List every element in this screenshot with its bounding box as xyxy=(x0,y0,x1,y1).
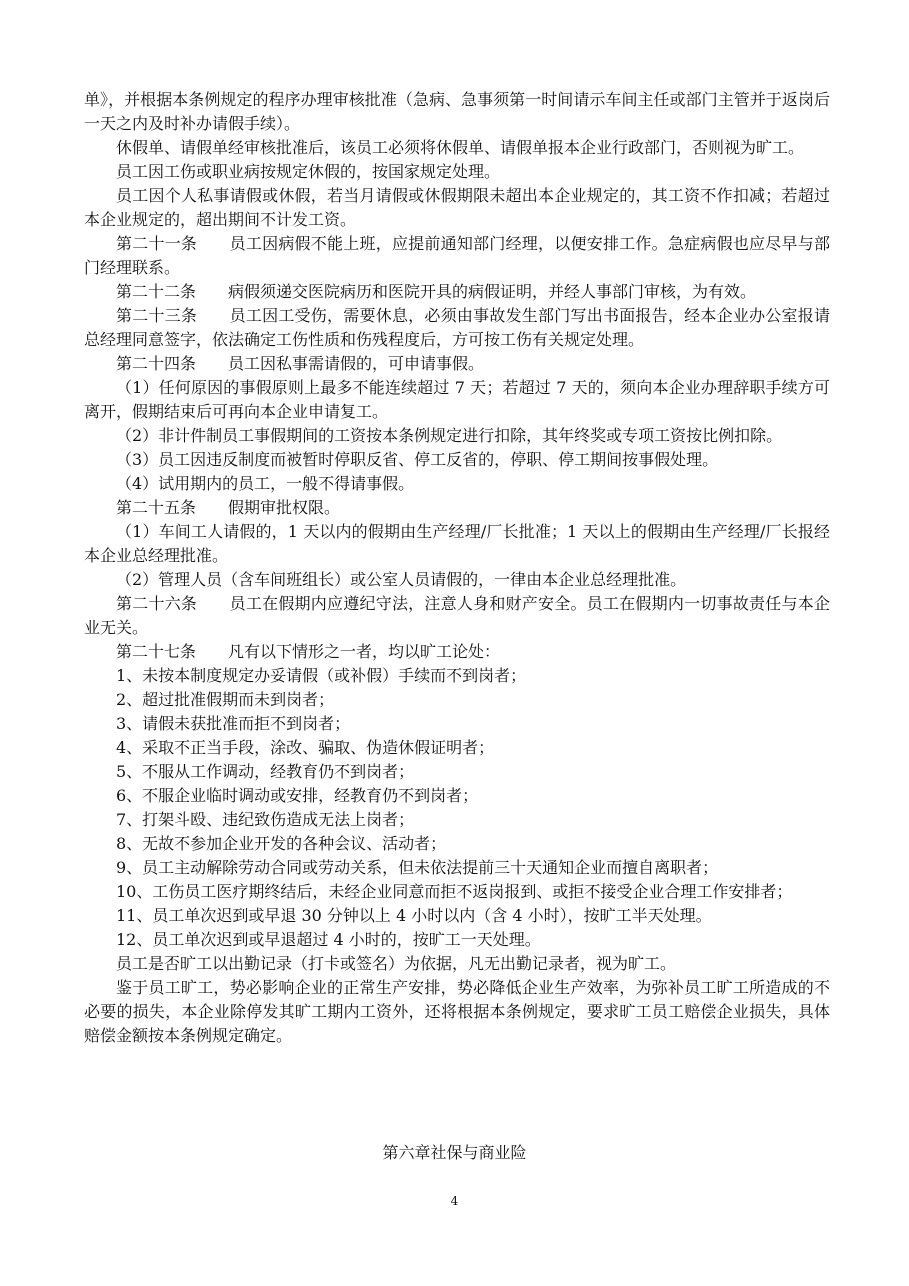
paragraph: 第二十五条 假期审批权限。 xyxy=(116,498,341,517)
paragraph: （3）员工因违反制度而被暂时停职反省、停工反省的，停职、停工期间按事假处理。 xyxy=(116,450,719,469)
paragraph: （1）任何原因的事假原则上最多不能连续超过 7 天；若超过 7 天的，须向本企业办理辞职手续方可离开，假期结束后可再向本企业申请复工。 xyxy=(84,378,830,421)
paragraph: （2）管理人员（含车间班组长）或公室人员请假的，一律由本企业总经理批准。 xyxy=(116,570,687,589)
paragraph: 第二十七条 凡有以下情形之一者，均以旷工论处： xyxy=(116,642,501,661)
paragraph: 12、员工单次迟到或早退超过 4 小时的，按旷工一天处理。 xyxy=(116,930,541,949)
paragraph: 3、请假未获批准而拒不到岗者； xyxy=(116,714,351,733)
paragraph: 鉴于员工旷工，势必影响企业的正常生产安排，势必降低企业生产效率，为弥补员工旷工所造成的不必要的损失，本企业除停发其旷工期内工资外，还将根据本条例规定，要求旷工员工赔偿企业损失，具体赔偿金额按本条例规定确定。 xyxy=(84,978,830,1045)
body-text xyxy=(84,88,830,1048)
paragraph: 第二十四条 员工因私事需请假的，可申请事假。 xyxy=(116,354,485,373)
paragraph: 第二十二条 病假须递交医院病历和医院开具的病假证明，并经人事部门审核，为有效。 xyxy=(116,282,757,301)
paragraph: 11、员工单次迟到或早退 30 分钟以上 4 小时以内（含 4 小时），按旷工半天处理。 xyxy=(116,906,712,925)
paragraph: 第二十六条 员工在假期内应遵纪守法，注意人身和财产安全。员工在假期内一切事故责任与本企业无关。 xyxy=(84,594,830,637)
paragraph: 员工因个人私事请假或休假，若当月请假或休假期限未超出本企业规定的，其工资不作扣减；若超过本企业规定的，超出期间不计发工资。 xyxy=(84,186,830,229)
paragraph: 4、采取不正当手段，涂改、骗取、伪造休假证明者； xyxy=(116,738,495,757)
paragraph: 第二十三条 员工因工受伤，需要休息，必须由事故发生部门写出书面报告，经本企业办公室报请总经理同意签字，依法确定工伤性质和伤残程度后，方可按工伤有关规定处理。 xyxy=(84,306,830,349)
paragraph: 单》，并根据本条例规定的程序办理审核批准（急病、急事须第一时间请示车间主任或部门主管并于返岗后一天之内及时补办请假手续）。 xyxy=(84,90,830,133)
paragraph: 休假单、请假单经审核批准后，该员工必须将休假单、请假单报本企业行政部门，否则视为旷工。 xyxy=(116,138,805,157)
paragraph: 9、员工主动解除劳动合同或劳动关系，但未依法提前三十天通知企业而擅自离职者； xyxy=(116,858,719,877)
paragraph: 2、超过批准假期而未到岗者； xyxy=(116,690,335,709)
paragraph: 5、不服从工作调动，经教育仍不到岗者； xyxy=(116,762,415,781)
paragraph: 7、打架斗殴、违纪致伤造成无法上岗者； xyxy=(116,810,415,829)
page-number: 4 xyxy=(450,1194,459,1208)
paragraph: 员工因工伤或职业病按规定休假的，按国家规定处理。 xyxy=(116,162,501,181)
paragraph: （1）车间工人请假的，1 天以内的假期由生产经理/厂长批准；1 天以上的假期由生产经理/厂长报经本企业总经理批准。 xyxy=(84,522,830,565)
paragraph: 8、无故不参加企业开发的各种会议、活动者； xyxy=(116,834,447,853)
paragraph: 10、工伤员工医疗期终结后，未经企业同意而拒不返岗报到、或拒不接受企业合理工作安排者； xyxy=(116,882,793,901)
paragraph: 第二十一条 员工因病假不能上班，应提前通知部门经理，以便安排工作。急症病假也应尽早与部门经理联系。 xyxy=(84,234,830,277)
chapter-heading: 第六章社保与商业险 xyxy=(382,1143,527,1162)
paragraph: 1、未按本制度规定办妥请假（或补假）手续而不到岗者； xyxy=(116,666,527,685)
paragraph: 6、不服企业临时调动或安排，经教育仍不到岗者； xyxy=(116,786,479,805)
paragraph: 员工是否旷工以出勤记录（打卡或签名）为依据，凡无出勤记录者，视为旷工。 xyxy=(116,954,677,973)
paragraph: （4）试用期内的员工，一般不得请事假。 xyxy=(116,474,415,493)
paragraph: （2）非计件制员工事假期间的工资按本条例规定进行扣除，其年终奖或专项工资按比例扣除。 xyxy=(116,426,783,445)
